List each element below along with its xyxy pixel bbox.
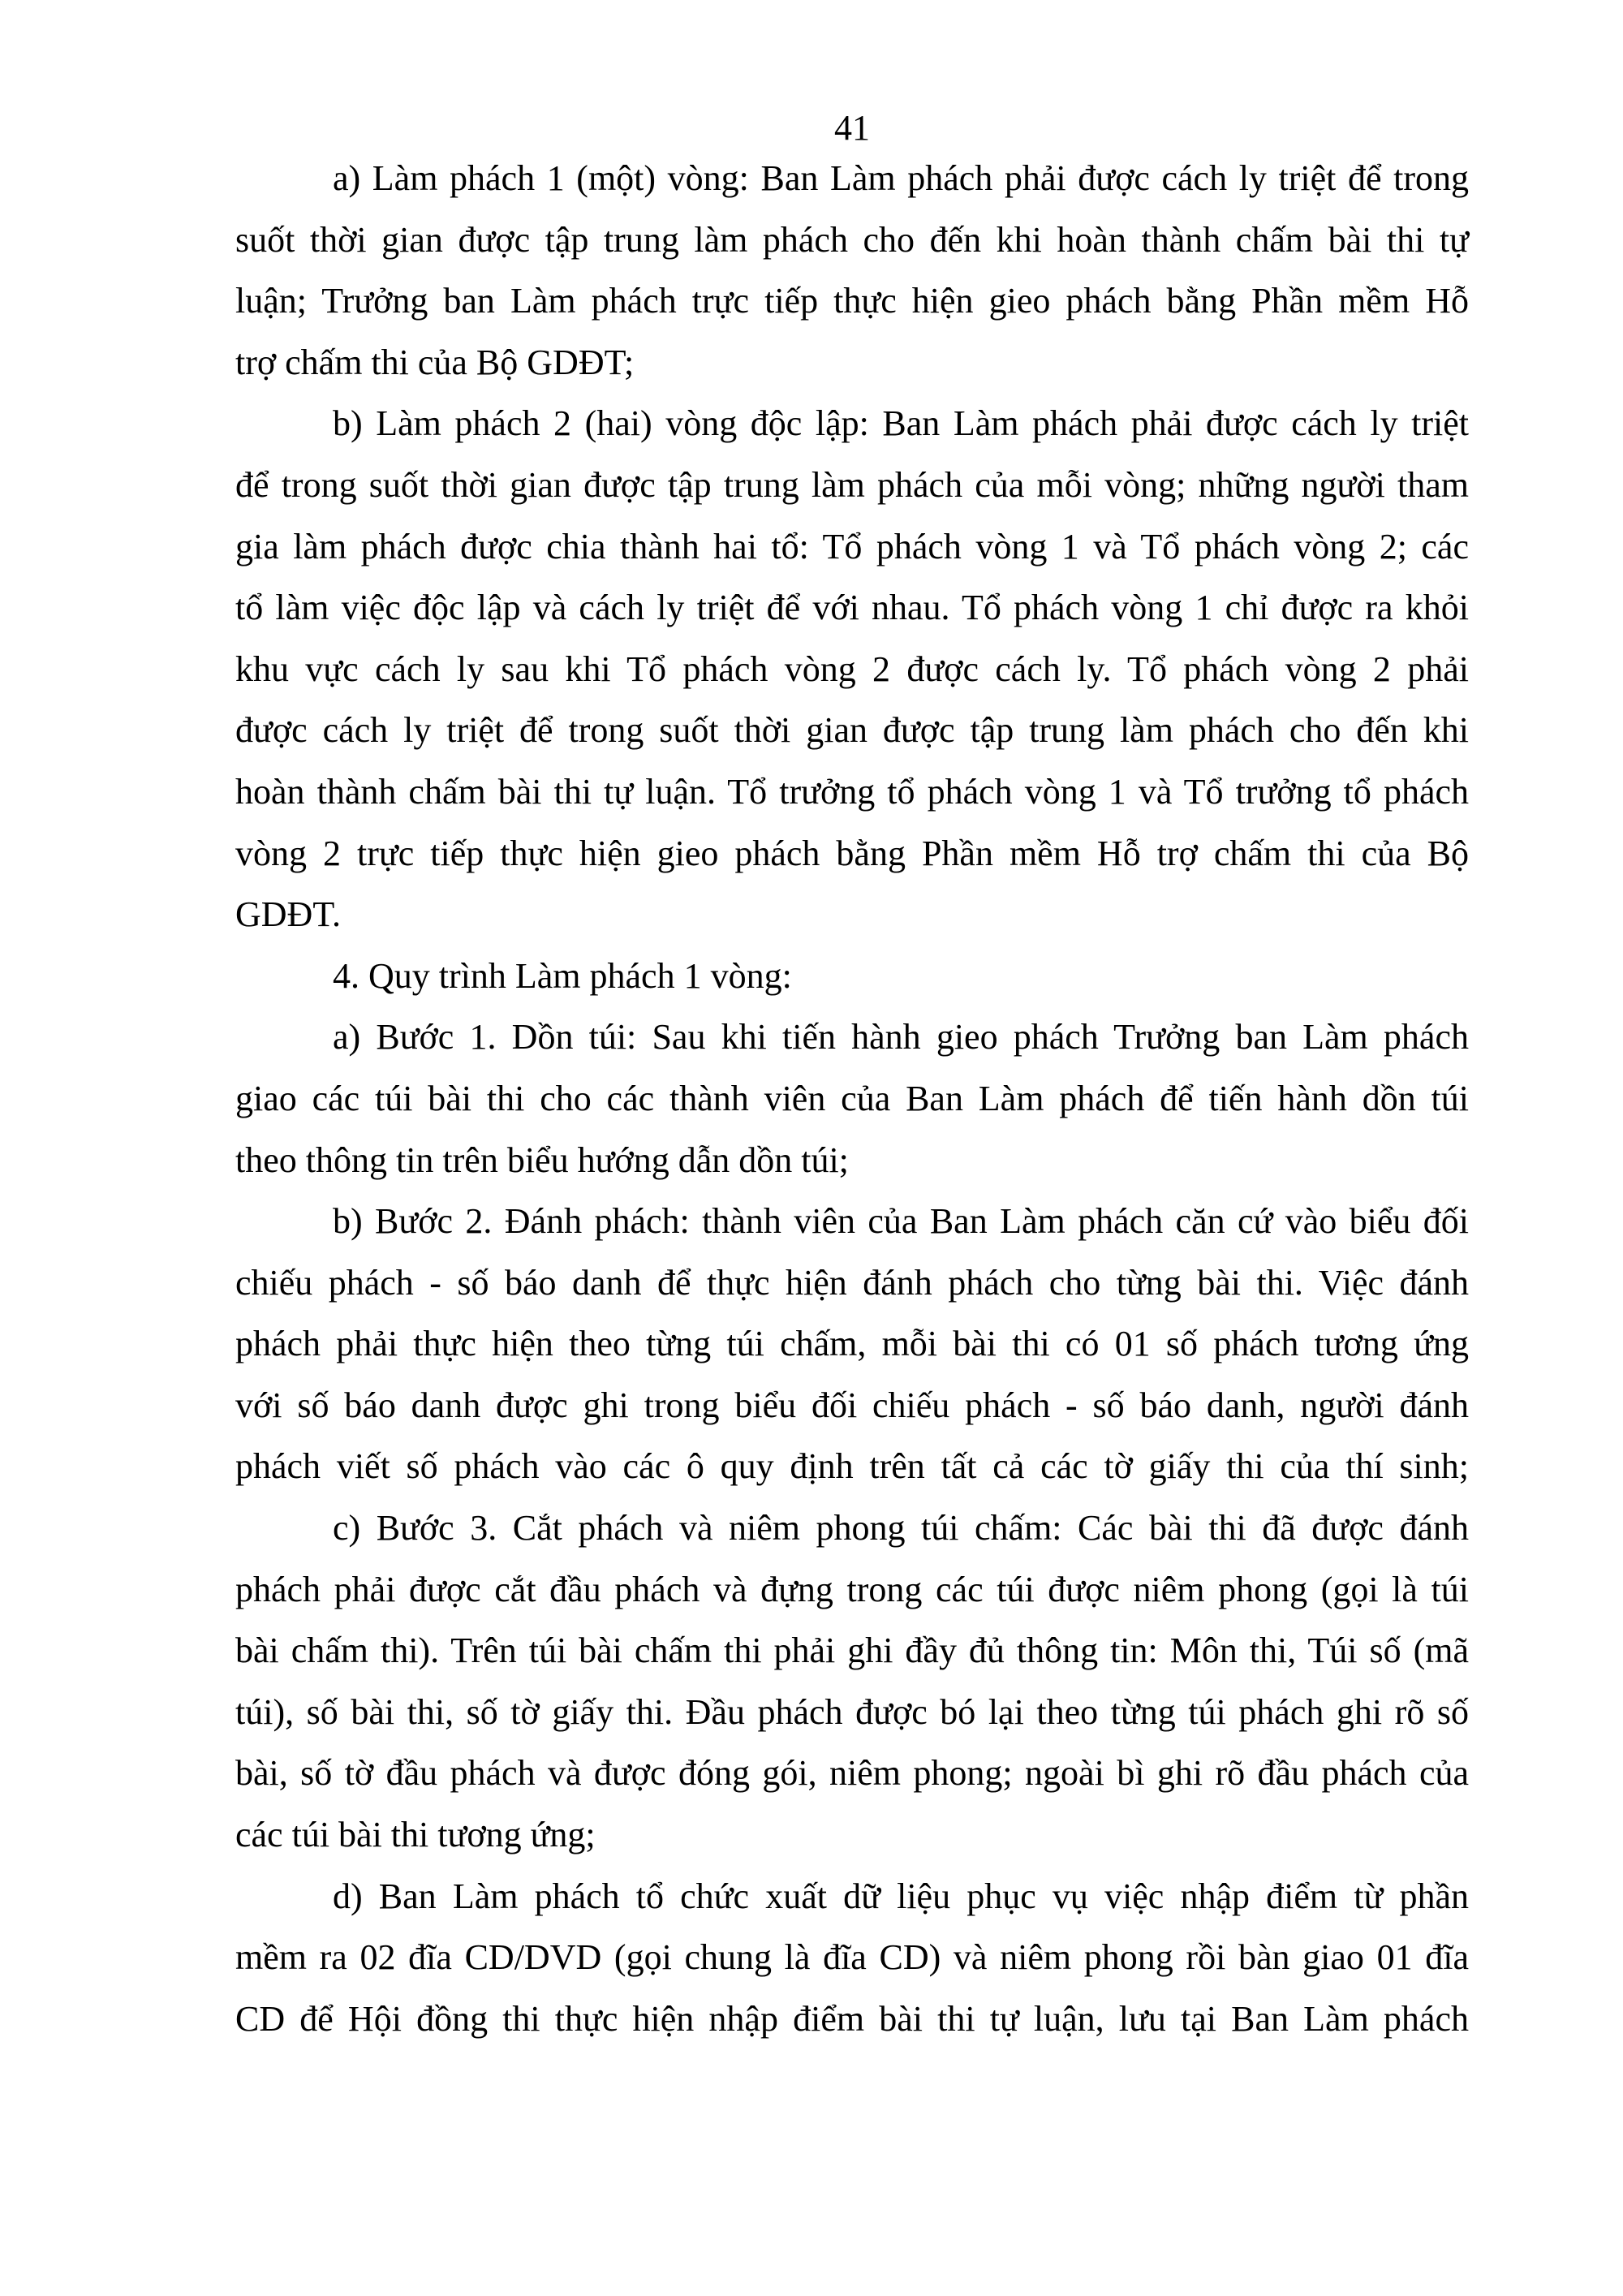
- text-line: để trong suốt thời gian được tập trung làm phách của mỗi vòng; những người tham: [235, 464, 1469, 505]
- text-line: b) Bước 2. Đánh phách: thành viên của Ban Làm phách căn cứ vào biểu đối: [333, 1201, 1469, 1242]
- document-body: [235, 148, 1469, 2049]
- text-line: luận; Trưởng ban Làm phách trực tiếp thực hiện gieo phách bằng Phần mềm Hỗ: [235, 281, 1469, 321]
- text-line: khu vực cách ly sau khi Tổ phách vòng 2 được cách ly. Tổ phách vòng 2 phải: [235, 648, 1469, 689]
- text-line: giao các túi bài thi cho các thành viên của Ban Làm phách để tiến hành dồn túi: [235, 1078, 1469, 1118]
- text-line: CD để Hội đồng thi thực hiện nhập điểm bài thi tự luận, lưu tại Ban Làm phách: [235, 1998, 1469, 2039]
- text-line: mềm ra 02 đĩa CD/DVD (gọi chung là đĩa CD) và niêm phong rồi bàn giao 01 đĩa: [235, 1937, 1469, 1978]
- paragraph: [235, 946, 1469, 1007]
- text-line: tổ làm việc độc lập và cách ly triệt để với nhau. Tổ phách vòng 1 chỉ được ra khỏi: [235, 588, 1469, 628]
- text-line: các túi bài thi tương ứng;: [235, 1815, 596, 1855]
- text-line: 4. Quy trình Làm phách 1 vòng:: [333, 955, 792, 996]
- paragraph: [235, 148, 1469, 393]
- paragraph: [235, 1191, 1469, 1497]
- text-line: vòng 2 trực tiếp thực hiện gieo phách bằng Phần mềm Hỗ trợ chấm thi của Bộ: [235, 833, 1469, 873]
- text-line: phách phải được cắt đầu phách và đựng trong các túi được niêm phong (gọi là túi: [235, 1569, 1469, 1609]
- text-line: túi), số bài thi, số tờ giấy thi. Đầu phách được bó lại theo từng túi phách ghi rõ số: [235, 1691, 1469, 1732]
- text-line: được cách ly triệt để trong suốt thời gian được tập trung làm phách cho đến khi: [235, 710, 1469, 751]
- text-line: gia làm phách được chia thành hai tổ: Tổ phách vòng 1 và Tổ phách vòng 2; các: [235, 526, 1469, 566]
- text-line: với số báo danh được ghi trong biểu đối chiếu phách - số báo danh, người đánh: [235, 1385, 1469, 1425]
- text-line: chiếu phách - số báo danh để thực hiện đánh phách cho từng bài thi. Việc đánh: [235, 1262, 1469, 1303]
- paragraph: [235, 393, 1469, 945]
- text-line: bài chấm thi). Trên túi bài chấm thi phải ghi đầy đủ thông tin: Môn thi, Túi số (mã: [235, 1630, 1469, 1671]
- text-line: trợ chấm thi của Bộ GDĐT;: [235, 342, 635, 382]
- text-line: GDĐT.: [235, 894, 341, 935]
- text-line: a) Làm phách 1 (một) vòng: Ban Làm phách phải được cách ly triệt để trong: [333, 158, 1469, 198]
- text-line: d) Ban Làm phách tổ chức xuất dữ liệu phục vụ việc nhập điểm từ phần: [333, 1876, 1469, 1916]
- paragraph: [235, 1497, 1469, 1866]
- paragraph: [235, 1866, 1469, 2050]
- page-number: 41: [834, 108, 870, 148]
- text-line: suốt thời gian được tập trung làm phách cho đến khi hoàn thành chấm bài thi tự: [235, 219, 1469, 260]
- text-line: c) Bước 3. Cắt phách và niêm phong túi chấm: Các bài thi đã được đánh: [333, 1508, 1469, 1549]
- text-line: phách viết số phách vào các ô quy định trên tất cả các tờ giấy thi của thí sinh;: [235, 1446, 1469, 1487]
- text-line: b) Làm phách 2 (hai) vòng độc lập: Ban Làm phách phải được cách ly triệt: [333, 403, 1469, 444]
- text-line: a) Bước 1. Dồn túi: Sau khi tiến hành gieo phách Trưởng ban Làm phách: [333, 1017, 1469, 1058]
- paragraph: [235, 1006, 1469, 1191]
- text-line: phách phải thực hiện theo từng túi chấm, mỗi bài thi có 01 số phách tương ứng: [235, 1324, 1469, 1364]
- text-line: hoàn thành chấm bài thi tự luận. Tổ trưởng tổ phách vòng 1 và Tổ trưởng tổ phách: [235, 771, 1469, 812]
- text-line: theo thông tin trên biểu hướng dẫn dồn túi;: [235, 1139, 849, 1180]
- text-line: bài, số tờ đầu phách và được đóng gói, niêm phong; ngoài bì ghi rõ đầu phách của: [235, 1753, 1469, 1794]
